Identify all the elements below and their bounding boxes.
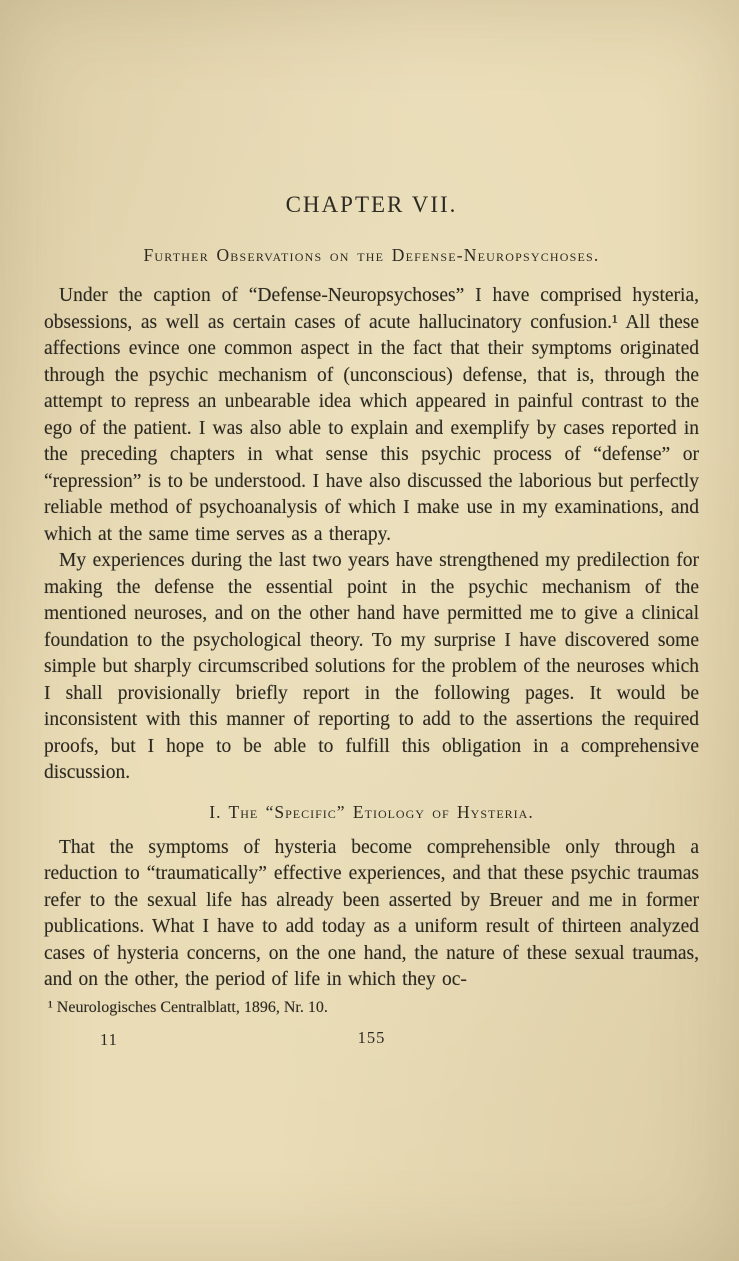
section-heading: I. The “Specific” Etiology of Hysteria.	[209, 801, 534, 822]
page-footer	[44, 1028, 699, 1054]
footnote: ¹ Neurologisches Centralblatt, 1896, Nr. 10.	[48, 998, 328, 1016]
footer-signature-mark: 11	[100, 1029, 118, 1049]
chapter-subtitle: Further Observations on the Defense-Neuropsychoses.	[143, 245, 600, 265]
paragraph-3: That the symptoms of hysteria become comprehensible only through a reduction to “traumatically” effective experiences, and that these psychic traumas refer to the sexual life has already been asserted by Breuer and me in former publications. What I have to add today as a uniform result of thirteen analyzed cases of hysteria concerns, on the one hand, the nature of these sexual traumas, and on the other, the period of life in which they oc-	[44, 836, 699, 990]
paragraph-2: My experiences during the last two years have strengthened my predilection for making the defense the essential point in the psychic mechanism of the mentioned neuroses, and on the other hand have permitted me to give a clinical foundation to the psychological theory. To my surprise I have discovered some simple but sharply circumscribed solutions for the problem of the neuroses which I shall provisionally briefly report in the following pages. It would be inconsistent with this manner of reporting to add to the assertions the required proofs, but I hope to be able to fulfill this obligation in a comprehensive discussion.	[44, 550, 699, 783]
footer-page-number: 155	[357, 1027, 386, 1047]
chapter-title: CHAPTER VII.	[285, 192, 458, 217]
paragraph-1: Under the caption of “Defense-Neuropsychoses” I have comprised hysteria, obsessions, as well as certain cases of acute hallucinatory confusion.¹ All these affections evince one common aspect in the fact that their symptoms originated through the psychic mechanism of (unconscious) defense, that is, through the attempt to repress an unbearable idea which appeared in painful contrast to the ego of the patient. I was also able to explain and exemplify by cases reported in the preceding chapters in what sense this psychic process of “defense” or “repression” is to be understood. I have also discussed the laborious but perfectly reliable method of psychoanalysis of which I make use in my examinations, and which at the same time serves as a therapy.	[44, 285, 699, 545]
